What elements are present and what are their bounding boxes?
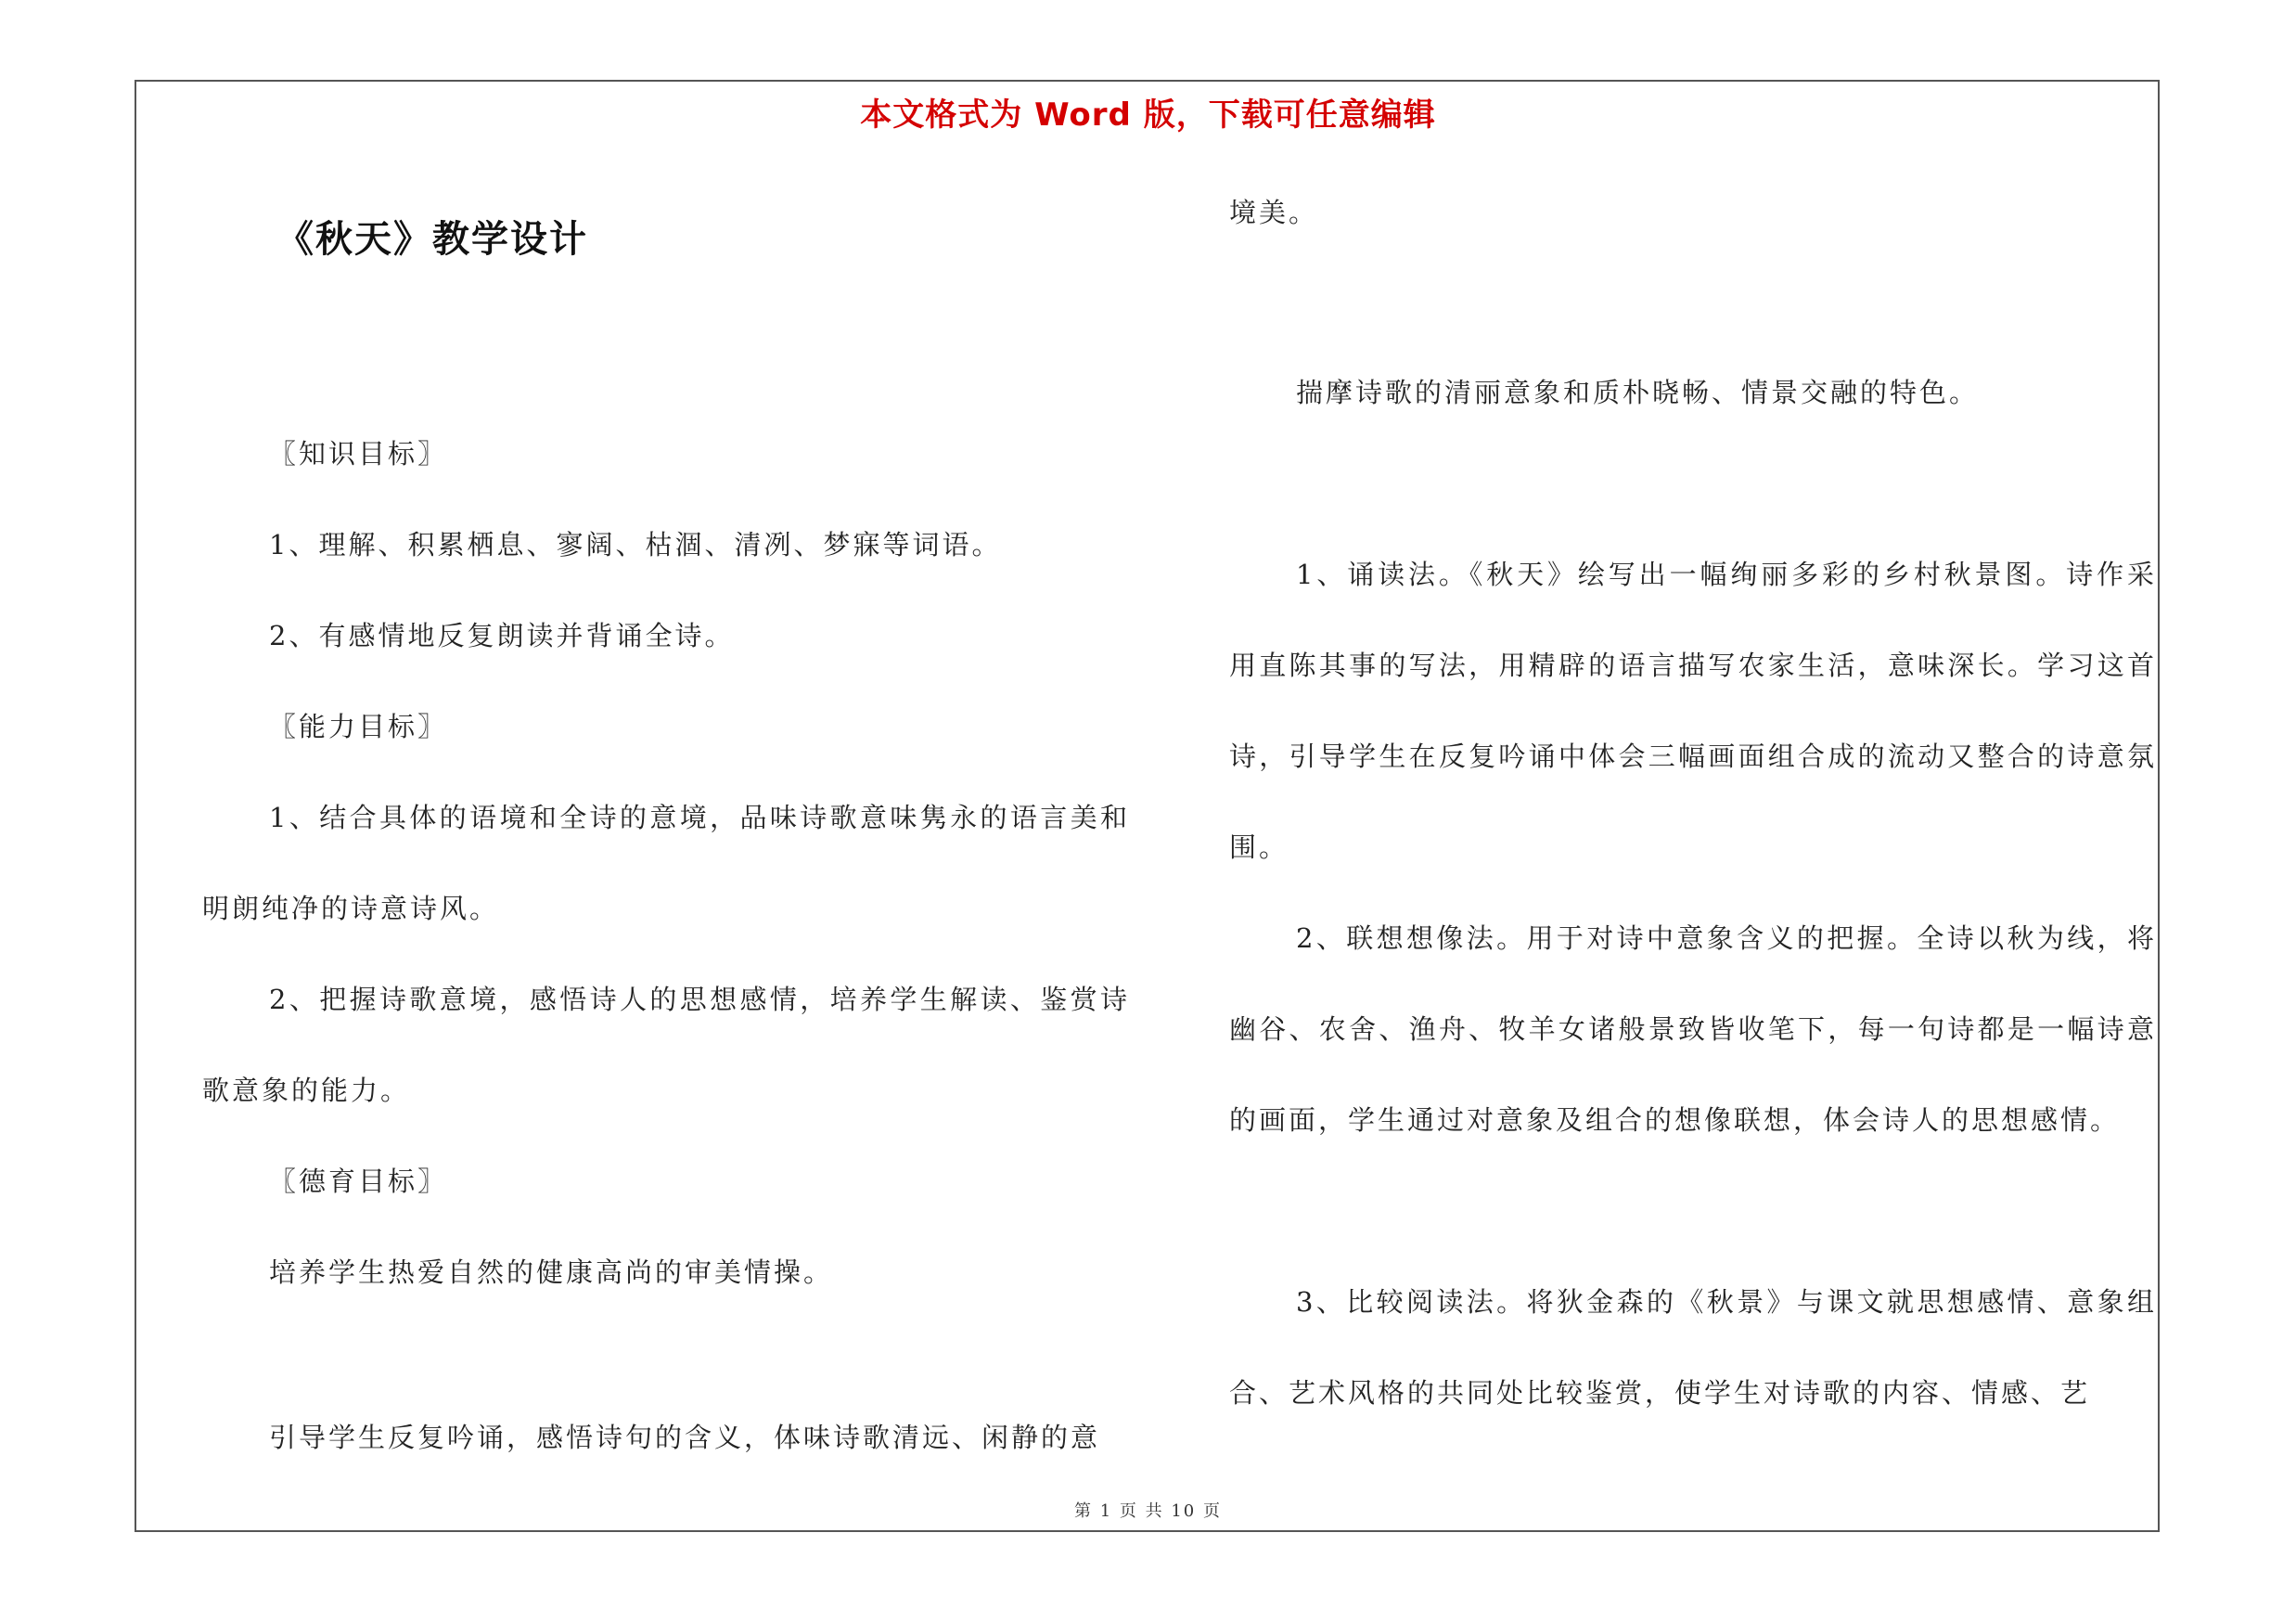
paragraph: 3、比较阅读法。将狄金森的《秋景》与课文就思想感情、意象组合、艺术风格的共同处比较鉴赏，使学生对诗歌的内容、情感、艺	[1229, 1286, 2157, 1409]
word-format-banner: 本文格式为 Word 版，下载可任意编辑	[860, 97, 1436, 134]
paragraph: 2、有感情地反复朗读并背诵全诗。	[269, 620, 735, 651]
paragraph: 1、诵读法。《秋天》绘写出一幅绚丽多彩的乡村秋景图。诗作采用直陈其事的写法，用精辟的语言描写农家生活，意味深长。学习这首诗，引导学生在反复吟诵中体会三幅画面组合成的流动又整合的诗意氛围。	[1229, 559, 2157, 863]
paragraph: 引导学生反复吟诵，感悟诗句的含义，体味诗歌清远、闲静的意	[269, 1422, 1101, 1453]
paragraph: 2、联想想像法。用于对诗中意象含义的把握。全诗以秋为线，将幽谷、农舍、渔舟、牧羊女诸般景致皆收笔下，每一句诗都是一幅诗意的画面，学生通过对意象及组合的想像联想，体会诗人的思想感情。	[1229, 922, 2157, 1136]
right-column	[1229, 0, 2157, 1623]
page-number-footer: 第 1 页 共 10 页	[1074, 1501, 1222, 1521]
paragraph: 2、把握诗歌意境，感悟诗人的思想感情，培养学生解读、鉴赏诗歌意象的能力。	[202, 984, 1130, 1106]
paragraph: 揣摩诗歌的清丽意象和质朴晓畅、情景交融的特色。	[1296, 377, 1980, 408]
left-column	[202, 0, 1130, 1623]
paragraph: 境美。	[1229, 197, 1319, 228]
document-title: 《秋天》教学设计	[276, 217, 588, 261]
paragraph: 培养学生热爱自然的健康高尚的审美情操。	[269, 1256, 834, 1288]
paragraph: 1、理解、积累栖息、寥阔、枯涸、清冽、梦寐等词语。	[269, 529, 1002, 560]
paragraph: 〖德育目标〗	[269, 1166, 448, 1197]
paragraph: 1、结合具体的语境和全诗的意境，品味诗歌意味隽永的语言美和明朗纯净的诗意诗风。	[202, 802, 1130, 924]
paragraph: 〖知识目标〗	[269, 438, 448, 470]
paragraph: 〖能力目标〗	[269, 711, 448, 742]
